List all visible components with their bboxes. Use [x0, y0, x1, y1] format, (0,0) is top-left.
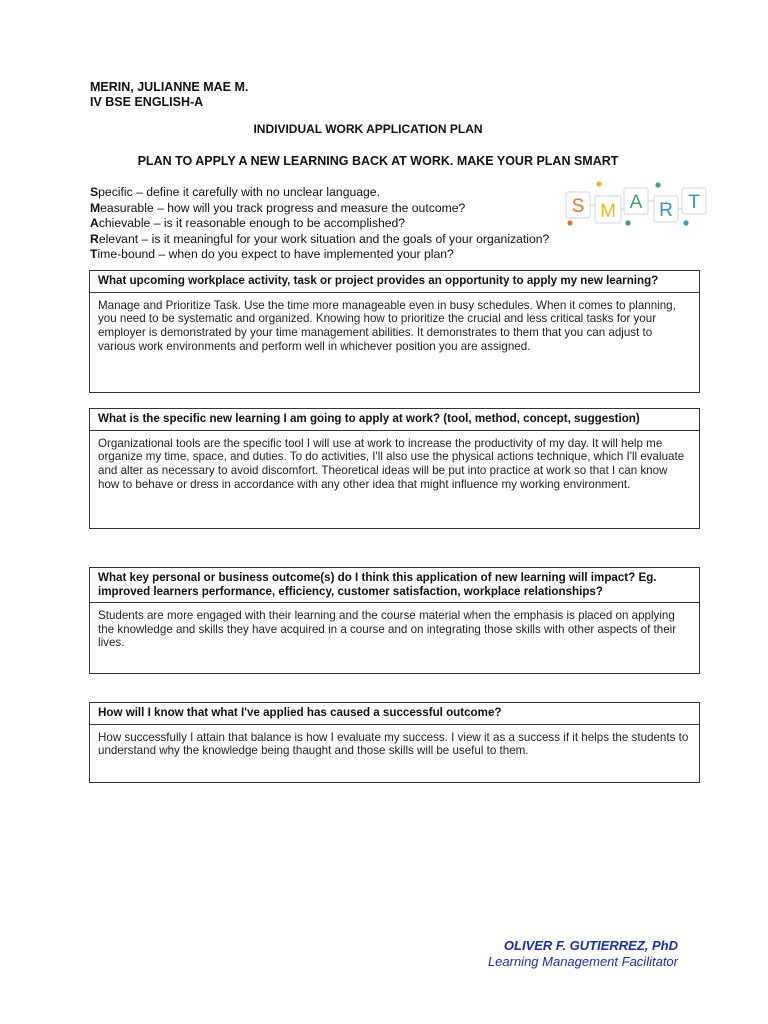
smart-logo: [562, 179, 708, 231]
section-box-specific-learning: [89, 408, 700, 529]
smart-item-relevant: Relevant – is it meaningful for your work situation and the goals of your organization?: [90, 231, 550, 246]
section-question: What is the specific new learning I am going to apply at work? (tool, method, concept, suggestion): [90, 409, 699, 431]
svg-text:T: T: [688, 192, 700, 213]
smart-logo-m-tile: [595, 181, 621, 223]
student-info: [90, 80, 248, 110]
section-question: What upcoming workplace activity, task or project provides an opportunity to apply my new learning?: [90, 271, 699, 293]
smart-item-achievable: Achievable – is it reasonable enough to be accomplished?: [90, 216, 406, 230]
smart-logo-t-tile: [682, 188, 706, 226]
student-name: MERIN, JULIANNE MAE M.: [90, 80, 249, 94]
smart-logo-s-tile: [566, 192, 590, 226]
facilitator-title: Learning Management Facilitator: [487, 954, 678, 969]
smart-item-time-bound: Time-bound – when do you expect to have implemented your plan?: [90, 247, 454, 261]
svg-text:A: A: [629, 192, 643, 213]
section-answer: Manage and Prioritize Task. Use the time more manageable even in busy schedules. When it comes to planning, you need to be systematic and organized. Knowing how to prioritize the crucial and less critical tasks for your employer is demonstrated by your time management abilities. It demonstrates to them that you can adjust to various work environments and perform well in whichever position you are assigned.: [98, 298, 676, 353]
student-course: IV BSE ENGLISH-A: [90, 95, 204, 109]
section-question: How will I know that what I've applied has caused a successful outcome?: [90, 703, 699, 725]
facilitator-name: OLIVER F. GUTIERREZ, PhD: [503, 938, 678, 953]
section-box-upcoming-activity: [89, 270, 700, 393]
section-box-success-measure: [89, 702, 700, 783]
svg-text:R: R: [659, 200, 673, 221]
section-answer: Organizational tools are the specific tool I will use at work to increase the productivity of my day. It will help me organize my time, space, and duties. To do activities, I'll also use the physical actions technique, which I'll evaluate and alter as necessary to avoid discomfort. Theoretical ideas will be put into practice at work so that I can know how to behave or dress in accordance with any other idea that might influence my working environment.: [98, 436, 685, 491]
smart-logo-r-tile: [654, 182, 678, 222]
section-box-key-outcomes: [89, 567, 700, 674]
svg-text:M: M: [600, 201, 616, 222]
section-answer: Students are more engaged with their learning and the course material when the emphasis is placed on applying the knowledge and skills they have acquired in a course and on integrating those skills with other aspects of their lives.: [98, 609, 677, 650]
smart-item-measurable: Measurable – how will you track progress and measure the outcome?: [90, 200, 466, 215]
smart-criteria-list: [90, 185, 549, 263]
section-question: What key personal or business outcome(s) do I think this application of new learning will impact? Eg. improved learners performance, efficiency, customer satisfaction, workplace relationships?: [90, 568, 699, 603]
section-answer: How successfully I attain that balance is how I evaluate my success. I view it as a success if it helps the students to understand why the knowledge being thaught and those skills will be useful to them.: [98, 730, 689, 758]
smart-item-specific: Specific – define it carefully with no unclear language.: [90, 185, 380, 199]
document-subtitle: PLAN TO APPLY A NEW LEARNING BACK AT WORK. MAKE YOUR PLAN SMART: [137, 154, 619, 168]
document-title: INDIVIDUAL WORK APPLICATION PLAN: [253, 122, 483, 136]
smart-logo-a-tile: [624, 188, 648, 226]
svg-text:S: S: [571, 196, 585, 217]
